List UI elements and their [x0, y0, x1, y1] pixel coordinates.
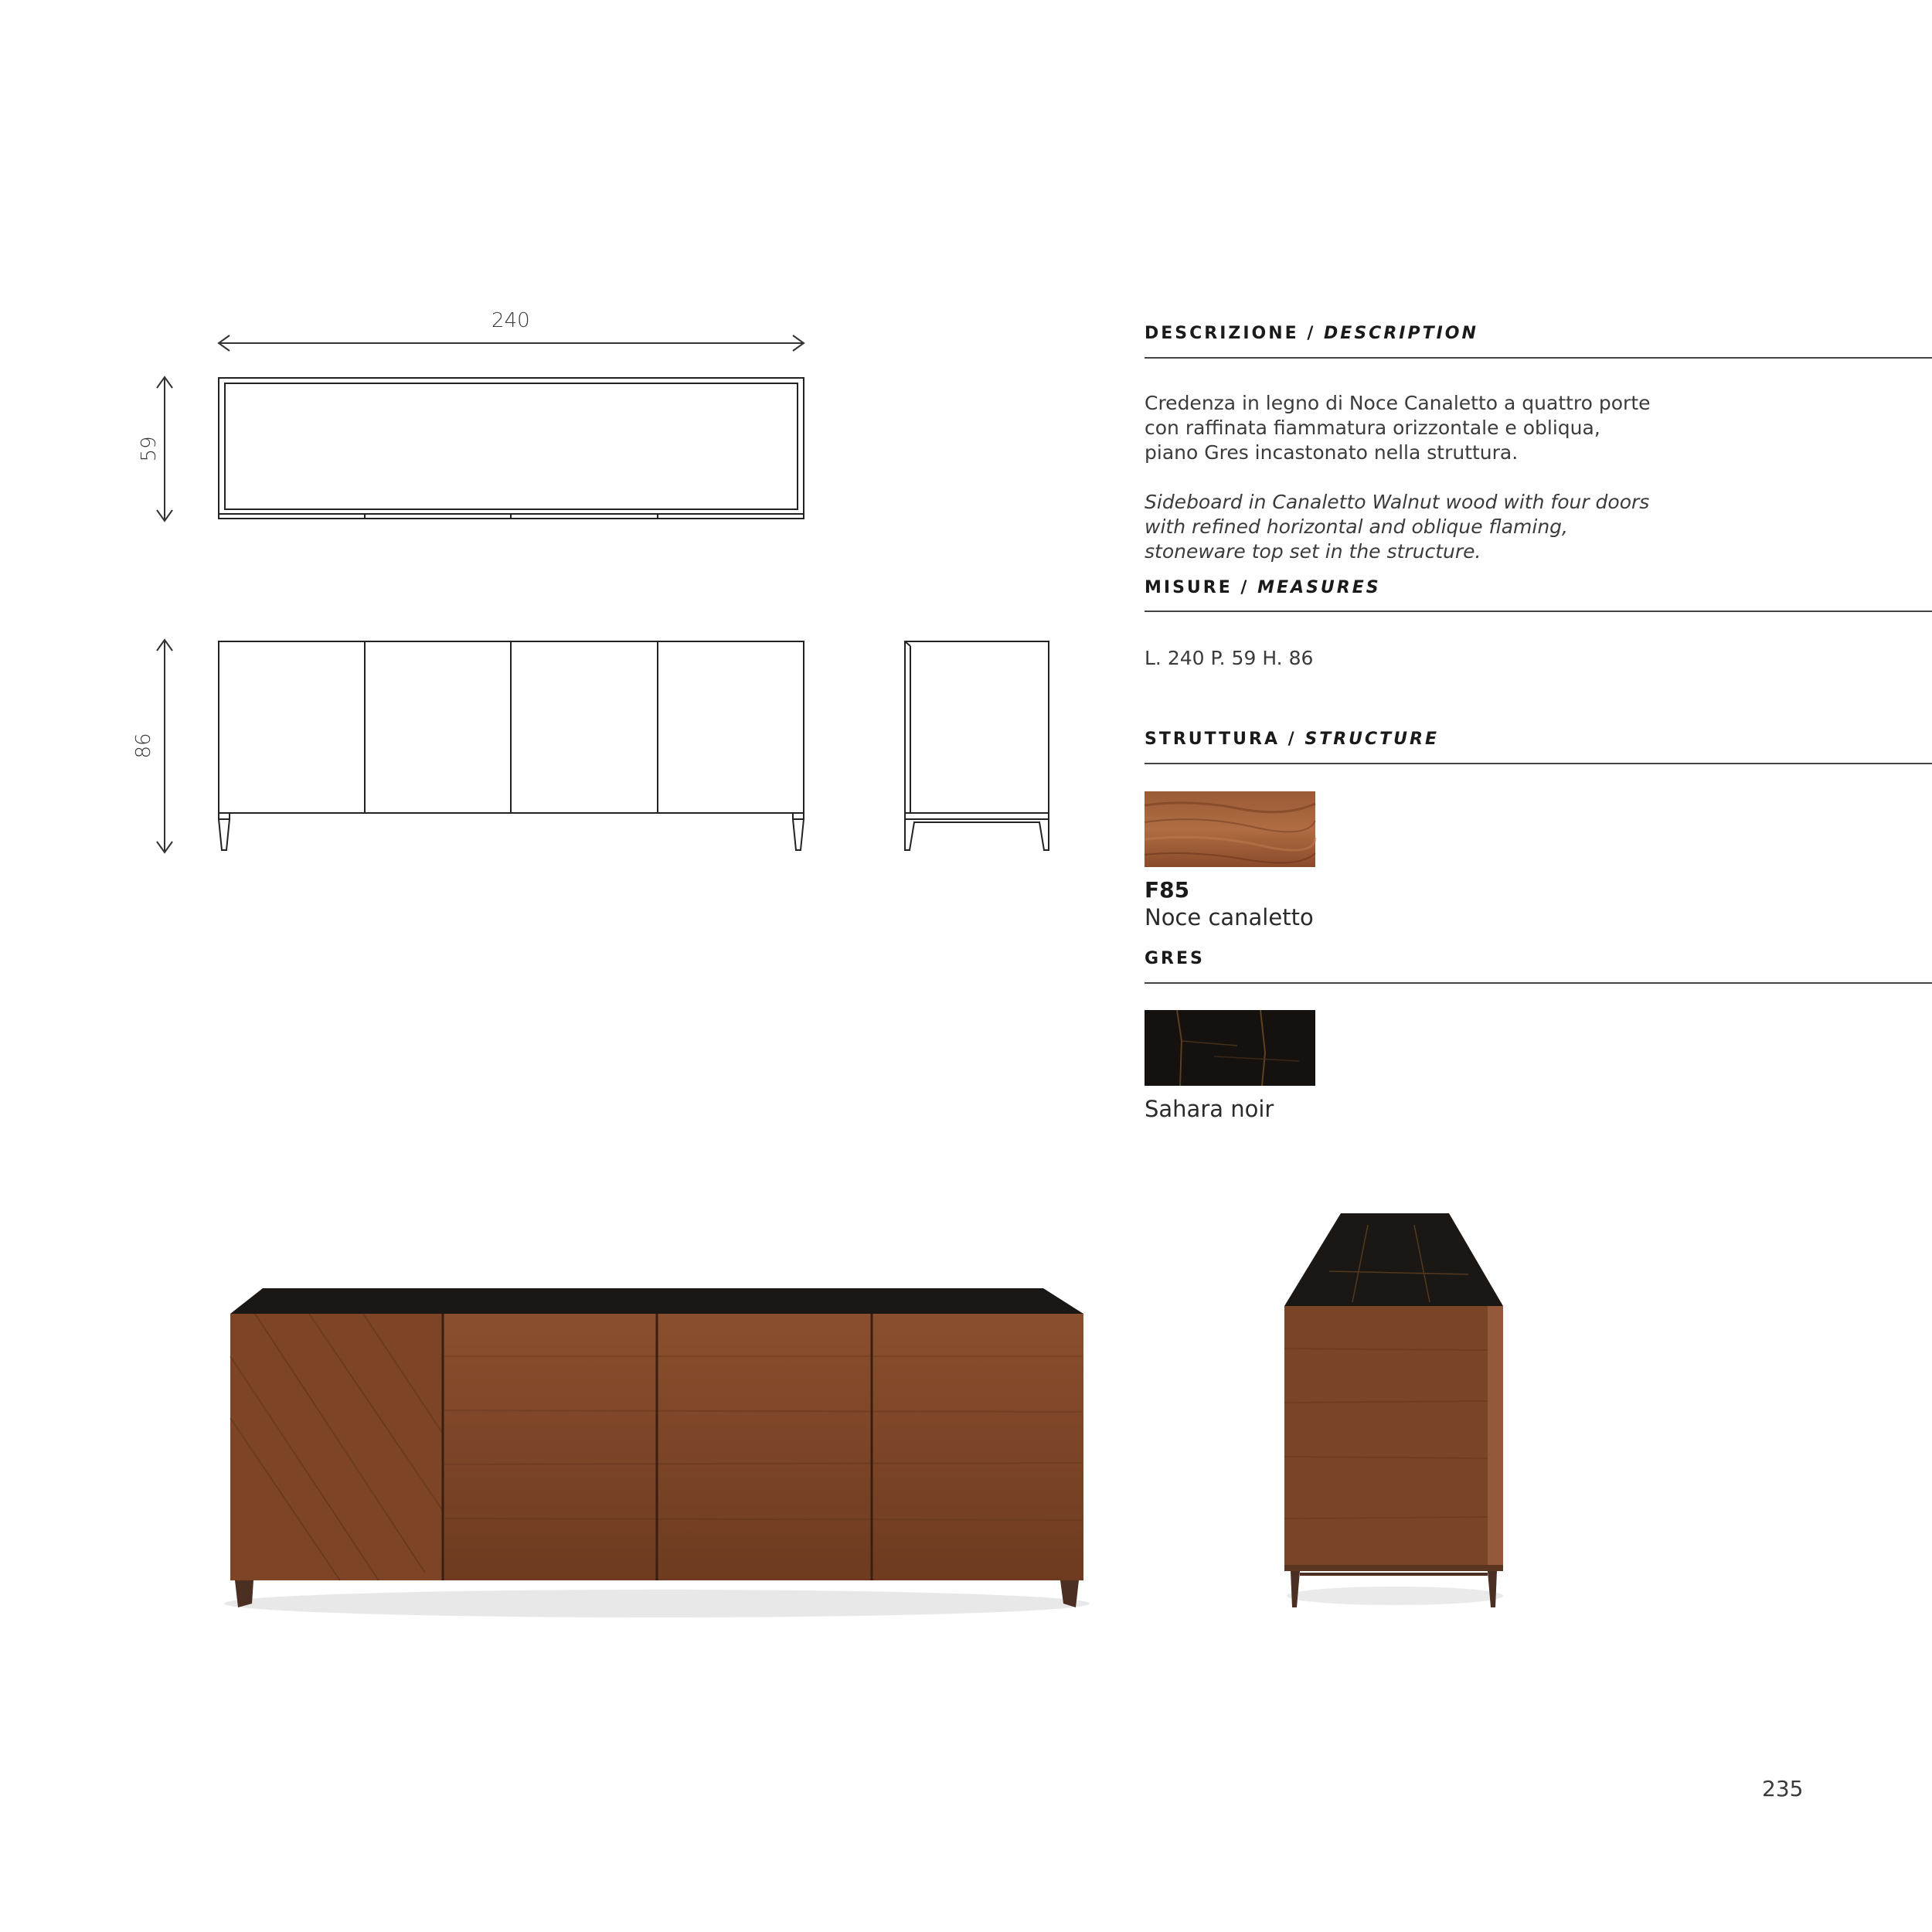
measures-divider: [1145, 611, 1932, 612]
description-title: DESCRIZIONE / DESCRIPTION: [1145, 324, 1478, 343]
gres-swatch-name: Sahara noir: [1145, 1096, 1274, 1122]
depth-dimension-label: 59: [138, 436, 161, 462]
gres-title: GRES: [1145, 949, 1205, 968]
measures-value: L. 240 P. 59 H. 86: [1145, 647, 1314, 669]
sideboard-front-photo: [224, 1279, 1105, 1627]
measures-title: MISURE / MEASURES: [1145, 578, 1381, 597]
description-english: Sideboard in Canaletto Walnut wood with four doors with refined horizontal and oblique flaming, stoneware top set in the structure.: [1145, 491, 1650, 563]
structure-swatch-name: Noce canaletto: [1145, 904, 1314, 930]
walnut-swatch: [1145, 791, 1315, 867]
structure-swatch-code: F85: [1145, 877, 1190, 903]
gres-divider: [1145, 982, 1932, 984]
width-dimension-label: 240: [492, 309, 530, 332]
height-dimension-label: 86: [132, 733, 155, 759]
structure-title: STRUTTURA / STRUCTURE: [1145, 730, 1440, 749]
stone-swatch: [1145, 1010, 1315, 1086]
structure-divider: [1145, 763, 1932, 764]
description-divider: [1145, 357, 1932, 359]
page-number: 235: [1762, 1776, 1804, 1801]
description-italian: Credenza in legno di Noce Canaletto a quattro porte con raffinata fiammatura orizzontale e obliqua, piano Gres incastonato nella struttura.: [1145, 392, 1651, 464]
sideboard-side-photo: [1283, 1209, 1507, 1611]
